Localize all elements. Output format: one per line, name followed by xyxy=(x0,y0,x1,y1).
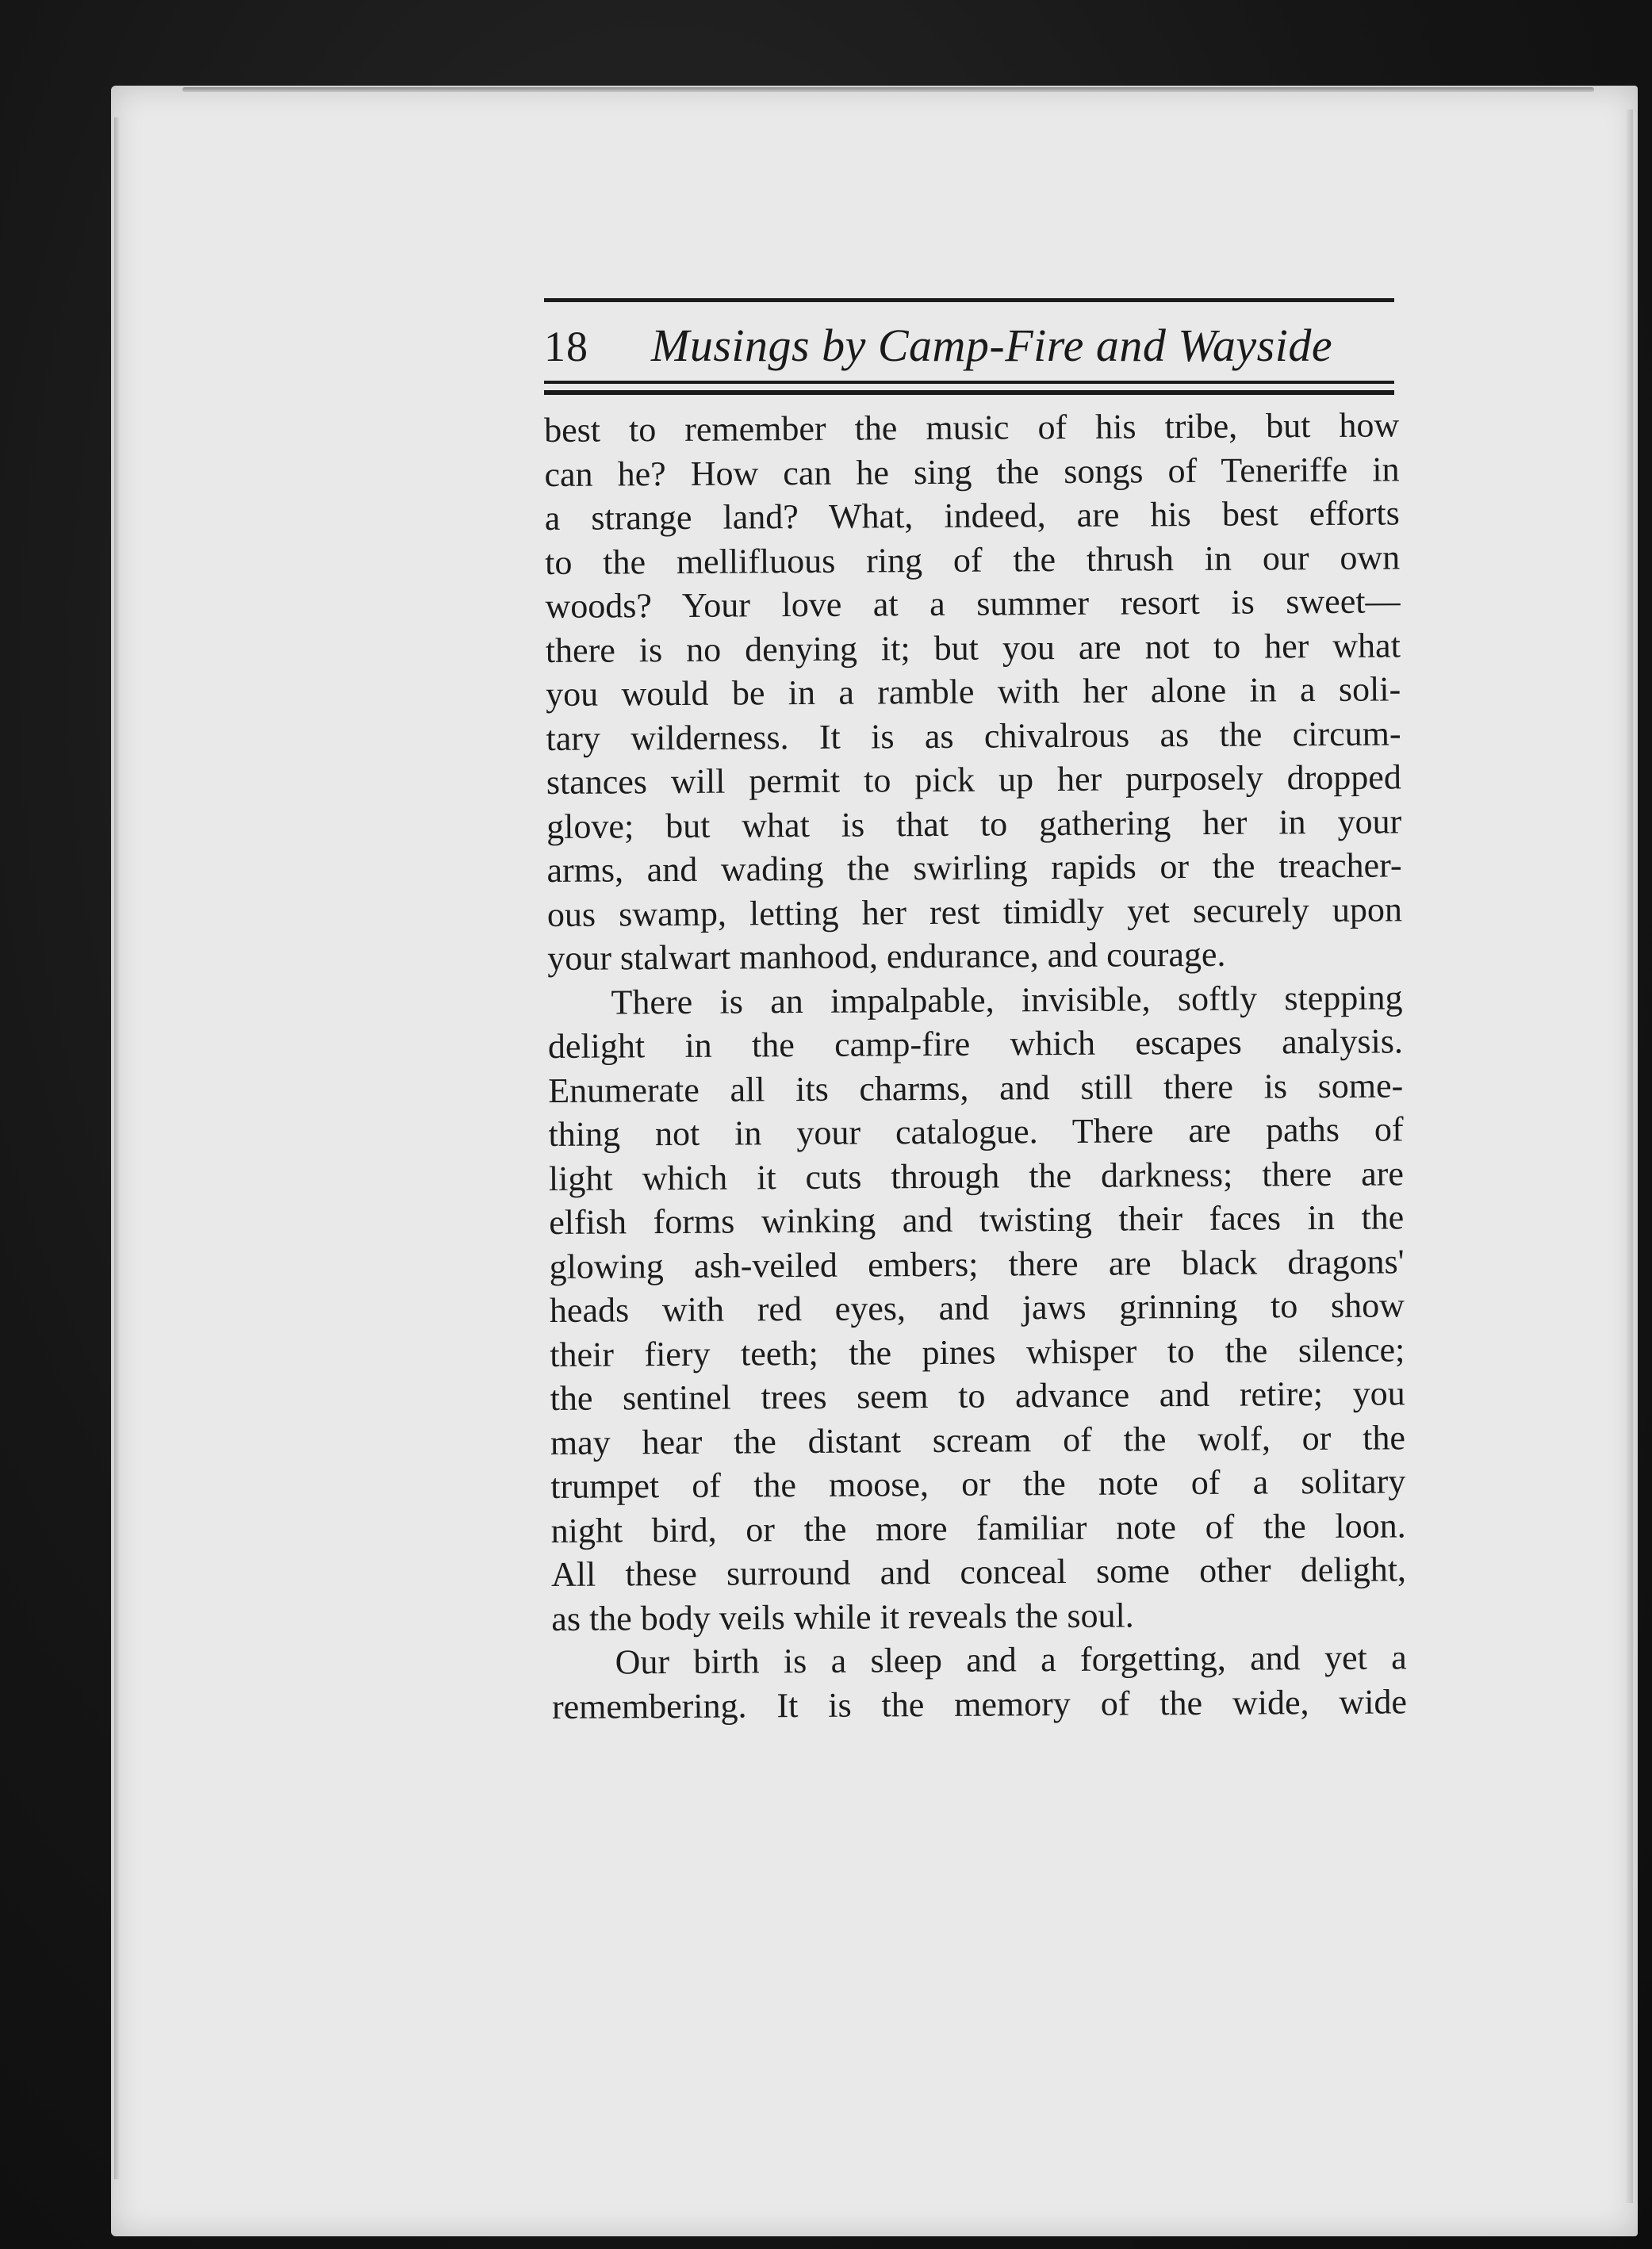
text-line: ous swamp, letting her rest timidly yet securely upon xyxy=(546,889,1403,934)
running-head xyxy=(544,311,1394,382)
text-line: stances will permit to pick up her purposely dropped xyxy=(546,757,1402,802)
text-line: can he? How can he sing the songs of Teneriffe in xyxy=(544,449,1400,494)
text-line: light which it cuts through the darkness; there are xyxy=(548,1153,1405,1198)
text-line: your stalwart manhood, endurance, and courage. xyxy=(547,934,1226,978)
text-line: night bird, or the more familiar note of the loon. xyxy=(550,1505,1406,1550)
text-line: you would be in a ramble with her alone in a soli- xyxy=(546,669,1401,714)
text-line: thing not in your catalogue. There are paths of xyxy=(548,1109,1404,1154)
page-number: 18 xyxy=(544,323,588,370)
text-line: arms, and wading the swirling rapids or the treacher- xyxy=(546,845,1402,890)
text-line: woods? Your love at a summer resort is sweet— xyxy=(545,581,1401,626)
running-title: Musings by Camp-Fire and Wayside xyxy=(651,320,1333,371)
text-line: best to remember the music of his tribe, but how xyxy=(544,405,1400,450)
page-top-edge xyxy=(182,87,1594,92)
text-line: a strange land? What, indeed, are his best efforts xyxy=(544,493,1400,538)
text-line: delight in the camp-fire which escapes analysis. xyxy=(547,1021,1404,1066)
page-right-edge xyxy=(1625,109,1633,2203)
text-line: tary wilderness. It is as chivalrous as the circum- xyxy=(546,713,1401,758)
page-left-edge xyxy=(114,117,121,2179)
header-rule-bottom xyxy=(544,381,1394,384)
text-line: their fiery teeth; the pines whisper to the silence; xyxy=(550,1329,1405,1374)
text-line: glove; but what is that to gathering her in your xyxy=(546,801,1402,846)
text-line: the sentinel trees seem to advance and retire; you xyxy=(550,1374,1405,1418)
text-line: There is an impalpable, invisible, softly stepping xyxy=(611,977,1403,1021)
header-rule-top xyxy=(544,298,1394,302)
text-line: trumpet of the moose, or the note of a solitary xyxy=(550,1462,1406,1506)
body-text xyxy=(544,403,1407,1729)
text-line: heads with red eyes, and jaws grinning to show xyxy=(549,1285,1405,1330)
text-line: to the mellifluous ring of the thrush in our own xyxy=(545,537,1401,582)
text-line: elfish forms winking and twisting their faces in the xyxy=(549,1197,1405,1242)
text-line: Our birth is a sleep and a forgetting, and yet a xyxy=(615,1638,1407,1682)
text-line: glowing ash-veiled embers; there are black dragons' xyxy=(549,1241,1405,1286)
text-line: remembering. It is the memory of the wide, wide xyxy=(551,1681,1408,1726)
text-line: may hear the distant scream of the wolf, or the xyxy=(550,1417,1406,1462)
text-line: Enumerate all its charms, and still there is some- xyxy=(548,1065,1404,1110)
text-line: All these surround and conceal some other delight, xyxy=(550,1550,1407,1594)
header-rule-bottom-thick xyxy=(544,390,1394,395)
text-line: there is no denying it; but you are not to her what xyxy=(545,625,1401,670)
text-line: as the body veils while it reveals the soul. xyxy=(551,1595,1134,1638)
